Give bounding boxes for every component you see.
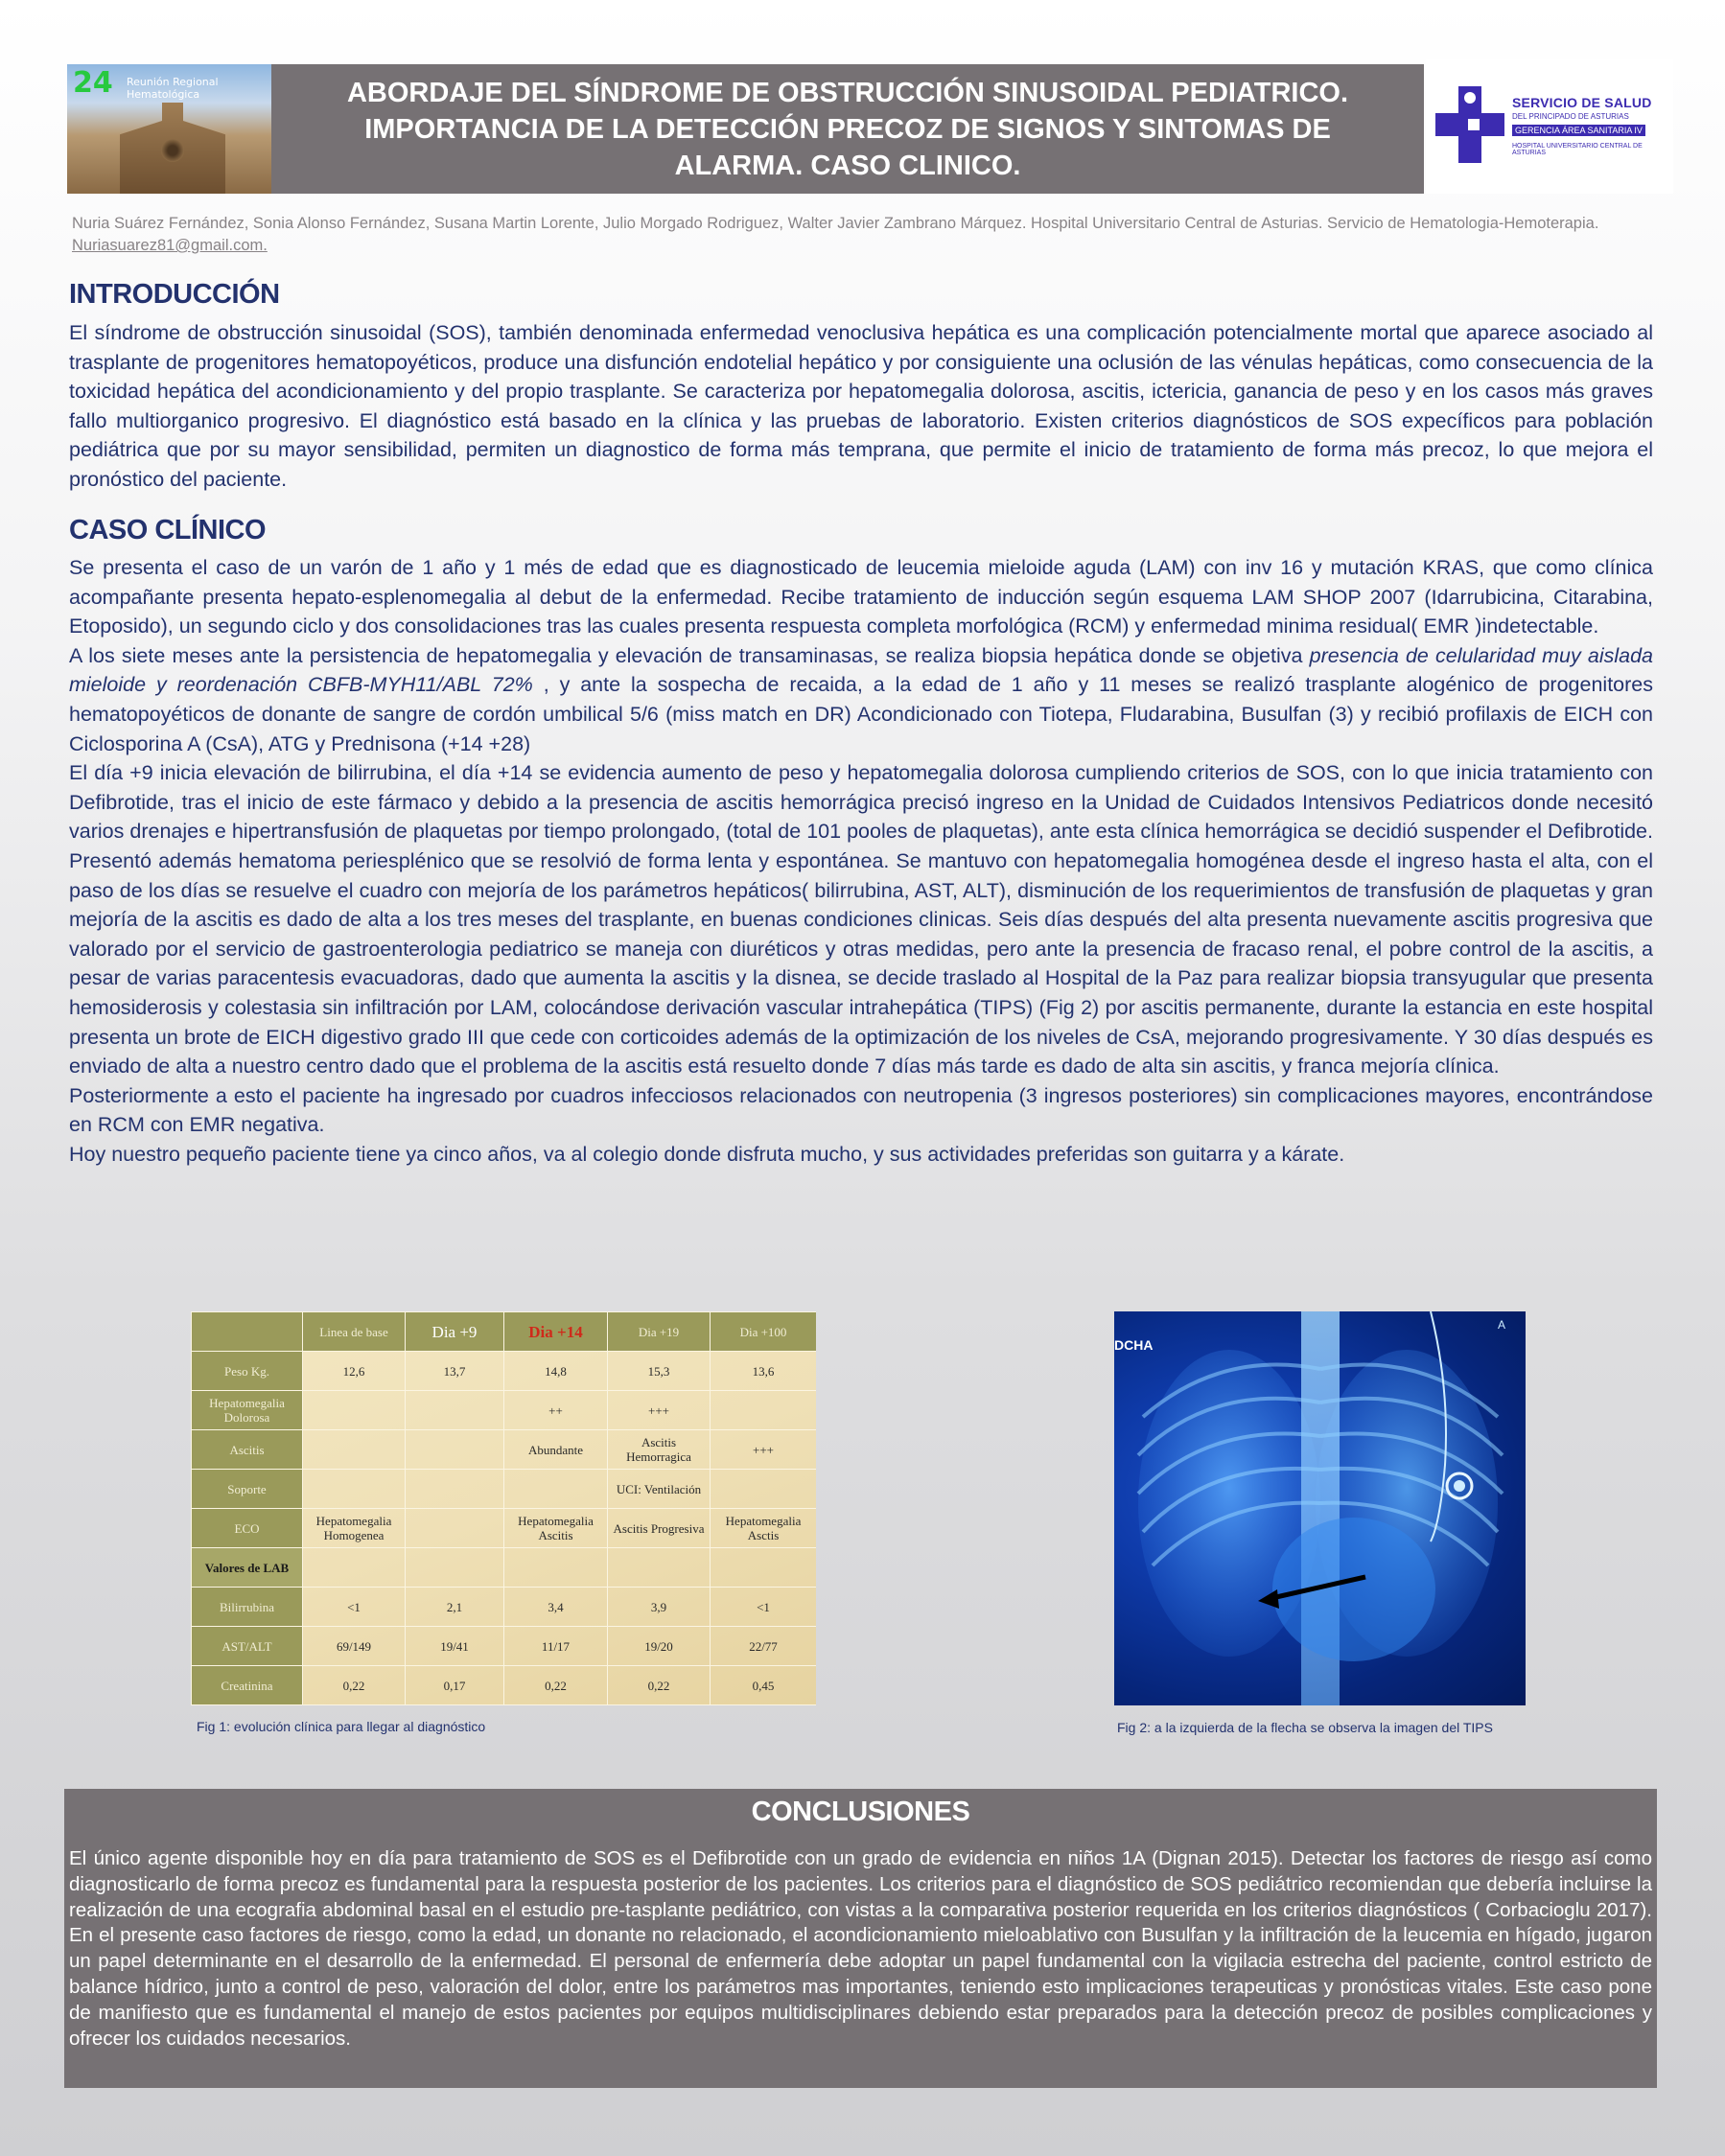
table-row-label: Hepatomegalia Dolorosa xyxy=(192,1391,303,1430)
table-cell xyxy=(608,1548,711,1588)
logo-line-1: SERVICIO DE SALUD xyxy=(1512,95,1652,110)
logo-line-3: GERENCIA ÁREA SANITARIA IV xyxy=(1512,125,1645,136)
case-paragraph-5: Hoy nuestro pequeño paciente tiene ya cinco años, va al colegio donde disfruta mucho, y sus actividades preferidas son guitarra y a kárate. xyxy=(69,1142,1345,1166)
table-row-label: AST/ALT xyxy=(192,1627,303,1666)
table-cell xyxy=(504,1470,608,1509)
authors-text: Nuria Suárez Fernández, Sonia Alonso Fernández, Susana Martin Lorente, Julio Morgado Rodriguez, Walter Javier Zambrano Márquez. Hospital Universitario Central de Asturias. Servicio de Hematologia-Hemoterapia. xyxy=(72,215,1599,232)
table-cell xyxy=(303,1391,406,1430)
table-cell: UCI: Ventilación xyxy=(608,1470,711,1509)
table-cell: 14,8 xyxy=(504,1352,608,1391)
table-header-cell: Dia +14 xyxy=(504,1312,608,1352)
table-cell: 11/17 xyxy=(504,1627,608,1666)
table-cell xyxy=(406,1548,504,1588)
table-cell: Hepatomegalia Homogenea xyxy=(303,1509,406,1548)
table-row-label: Peso Kg. xyxy=(192,1352,303,1391)
title-line-2: IMPORTANCIA DE LA DETECCIÓN PRECOZ DE SIGNOS Y SINTOMAS DE xyxy=(364,113,1331,145)
case-paragraph-4: Posteriormente a esto el paciente ha ingresado por cuadros infecciosos relacionados con neutropenia (3 ingresos posteriores) sin complicaciones mayores, encontrándose en RCM con EMR negativa. xyxy=(69,1083,1653,1137)
case-body xyxy=(69,553,1653,1169)
table-cell: 13,6 xyxy=(711,1352,817,1391)
clinical-evolution-table xyxy=(191,1311,816,1705)
health-service-logo xyxy=(1426,59,1673,194)
table-cell: 0,22 xyxy=(504,1666,608,1705)
table-header-row xyxy=(192,1312,817,1352)
table-header-cell: Dia +100 xyxy=(711,1312,817,1352)
table-header-cell: Dia +9 xyxy=(406,1312,504,1352)
table-header-cell: Dia +19 xyxy=(608,1312,711,1352)
conclusions-heading: CONCLUSIONES xyxy=(751,1797,970,1827)
table-row xyxy=(192,1548,817,1588)
intro-text: El síndrome de obstrucción sinusoidal (SOS), también denominada enfermedad venoclusiva hepática es una complicación potencialmente mortal que aparece asociado al trasplante de progenitores hematopoyéticos, produce una disfunción endotelial hepático y por consiguiente una oclusión de las vénulas hepáticas, como consecuencia de la toxicidad hepática del acondicionamiento y del propio trasplante. Se caracteriza por hepatomegalia dolorosa, ascitis, ictericia, ganancia de peso y en los casos más graves fallo multiorganico progresivo. El diagnóstico está basado en la clínica y las pruebas de laboratorio. Existen criterios diagnósticos de SOS expecíficos para población pediátrica que por su mayor sensibilidad, permiten un diagnostico de forma más temprana, que permite el inicio de tratamiento de forma más precoz, lo que mejora el pronóstico del paciente. xyxy=(69,321,1653,491)
rose-window xyxy=(161,139,184,162)
title-line-1: ABORDAJE DEL SÍNDROME DE OBSTRUCCIÓN SINUSOIDAL PEDIATRICO. xyxy=(346,77,1349,108)
health-service-text xyxy=(1512,95,1670,156)
table-cell: 12,6 xyxy=(303,1352,406,1391)
table-row-label: Soporte xyxy=(192,1470,303,1509)
chest-xray-image xyxy=(1114,1311,1526,1705)
table-cell xyxy=(303,1470,406,1509)
case-p2-start: A los siete meses ante la persistencia de hepatomegalia y elevación de transaminasas, se realiza biopsia hepática donde se objetiva xyxy=(69,643,1310,667)
table-cell: +++ xyxy=(711,1430,817,1470)
table-row xyxy=(192,1352,817,1391)
table-cell xyxy=(303,1430,406,1470)
case-heading: CASO CLÍNICO xyxy=(69,515,267,545)
table-row xyxy=(192,1391,817,1430)
table-cell: Ascitis Hemorragica xyxy=(608,1430,711,1470)
table-cell: +++ xyxy=(608,1391,711,1430)
table-cell: 0,45 xyxy=(711,1666,817,1705)
poster-title xyxy=(347,75,1348,184)
table-row xyxy=(192,1666,817,1705)
table-cell xyxy=(303,1548,406,1588)
intro-heading: INTRODUCCIÓN xyxy=(69,279,280,310)
title-banner xyxy=(271,64,1424,194)
table-cell: Abundante xyxy=(504,1430,608,1470)
table-cell xyxy=(406,1430,504,1470)
table-cell: 0,22 xyxy=(303,1666,406,1705)
table-cell: <1 xyxy=(303,1588,406,1627)
table-cell: 2,1 xyxy=(406,1588,504,1627)
figure-1-caption: Fig 1: evolución clínica para llegar al diagnóstico xyxy=(197,1719,486,1734)
table-row-label: Valores de LAB xyxy=(192,1548,303,1588)
table-row-label: Creatinina xyxy=(192,1666,303,1705)
table-cell xyxy=(504,1548,608,1588)
intro-paragraph xyxy=(69,318,1653,495)
congress-logo xyxy=(67,64,271,194)
table-cell: 3,4 xyxy=(504,1588,608,1627)
table-cell: 15,3 xyxy=(608,1352,711,1391)
table-row-label: Ascitis xyxy=(192,1430,303,1470)
table-cell xyxy=(711,1391,817,1430)
table-cell: 69/149 xyxy=(303,1627,406,1666)
congress-text: Reunión Regional Hematológica xyxy=(127,76,219,101)
svg-text:A: A xyxy=(1498,1318,1506,1332)
table-cell: 22/77 xyxy=(711,1627,817,1666)
conclusions-box xyxy=(64,1789,1657,2088)
table-row-label: Bilirrubina xyxy=(192,1588,303,1627)
table-cell xyxy=(406,1470,504,1509)
table-cell: 13,7 xyxy=(406,1352,504,1391)
authors-affiliation xyxy=(72,213,1654,257)
table-row xyxy=(192,1470,817,1509)
figure-2-caption: Fig 2: a la izquierda de la flecha se observa la imagen del TIPS xyxy=(1117,1720,1493,1735)
table-cell: ++ xyxy=(504,1391,608,1430)
table-cell: 19/41 xyxy=(406,1627,504,1666)
table-cell: Hepatomegalia Asctis xyxy=(711,1509,817,1548)
title-line-3: ALARMA. CASO CLINICO. xyxy=(674,150,1021,181)
conclusions-text: El único agente disponible hoy en día para tratamiento de SOS es el Defibrotide con un grado de evidencia en niños 1A (Dignan 2015). Detectar los factores de riesgo así como diagnosticarlo de forma precoz es fundamental para la respuesta posterior de los pacientes. Los criterios para el diagnóstico de SOS pediátrico recomiendan que debería incluirse la realización de una ecografia abdominal basal en el estudio pre-tasplante pediátrico, con vistas a la comparativa posterior requerida en los criterios diagnósticos ( Corbacioglu 2017). En el presente caso factores de riesgo, como la edad, un donante no relacionado, el acondicionamiento mieloablativo con Busulfan y la infiltración de la leucemia en hígado, jugaron un papel determinante en el desarrollo de la enfermedad. El personal de enfermería debe adoptar un papel fundamental con la vigilacia estrecha del paciente, control estricto de balance hídrico, junto a control de peso, valoración del dolor, entre los parámetros mas importantes, teniendo esto implicaciones terapeuticas y pronósticas vitales. Este caso pone de manifiesto que es fundamental el manejo de estos pacientes por equipos multidisciplinares debiendo estar preparados para la detección precoz de posibles complicaciones y ofrecer los cuidados necesarios. xyxy=(69,1847,1652,2050)
case-paragraph-1: Se presenta el caso de un varón de 1 año y 1 més de edad que es diagnosticado de leucemia mieloide aguda (LAM) con inv 16 y mutación KRAS, que como clínica acompañante presenta hepato-esplenomegalia al debut de la enfermedad. Recibe tratamiento de inducción según esquema LAM SHOP 2007 (Idarrubicina, Citarabina, Etoposido), un segundo ciclo y dos consolidaciones tras las cuales presenta respuesta completa morfológica (RCM) y enfermedad minima residual( EMR )indetectable. xyxy=(69,556,1653,638)
table-cell: 19/20 xyxy=(608,1627,711,1666)
logo-line-4: HOSPITAL UNIVERSITARIO CENTRAL DE ASTURIAS xyxy=(1512,143,1643,156)
case-p2-end: , y ante la sospecha de recaida, a la edad de 1 año y 11 meses se realizó trasplante alogénico de progenitores hematopoyéticos de donante de sangre de cordón umbilical 5/6 (miss match en DR) Acondicionado con Tiotepa, Fludarabina, Busulfan (3) y recibió profilaxis de EICH con Ciclosporina A (CsA), ATG y Prednisona (+14 +28) xyxy=(69,673,1653,755)
table-cell xyxy=(406,1509,504,1548)
table-cell xyxy=(711,1470,817,1509)
xray-drawing xyxy=(1114,1311,1526,1705)
table-cell: Ascitis Progresiva xyxy=(608,1509,711,1548)
case-paragraph-3: El día +9 inicia elevación de bilirrubina, el día +14 se evidencia aumento de peso y hepatomegalia dolorosa cumpliendo criterios de SOS, con lo que inicia tratamiento con Defibrotide, tras el inicio de este fármaco y debido a la presencia de ascitis hemorrágica precisó ingreso en la Unidad de Cuidados Intensivos Pediatricos donde necesitó varios drenajes e hipertransfusión de plaquetas por tiempo prolongado, (total de 101 pooles de plaquetas), ante esta clínica hemorrágica se decidió suspender el Defibrotide. Presentó además hematoma periesplénico que se resolvió de forma lenta y espontánea. Se mantuvo con hepatomegalia homogénea desde el ingreso hasta el alta, con el paso de los días se resuelve el cuadro con mejoría de los parámetros hepáticos( bilirrubina, AST, ALT), disminución de los requerimientos de transfusión de plaquetas y gran mejoría de la ascitis es dado de alta a los tres meses del trasplante, en buenas condiciones clinicas. Seis días después del alta presenta nuevamente ascitis progresiva que valorado por el servicio de gastroenterologia pediatrico se maneja con diuréticos y otras medidas, pero ante la presencia de fracaso renal, el pobre control de la ascitis, a pesar de varias paracentesis evacuadoras, dado que aumenta la ascitis y la disnea, se decide traslado al Hospital de la Paz para realizar biopsia transyugular que presenta hemosiderosis y colestasia sin infiltración por LAM, colocándose derivación vascular intrahepática (TIPS) (Fig 2) por ascitis permanente, durante la estancia en este hospital presenta un brote de EICH digestivo grado III que cede con corticoides además de la optimización de los niveles de CsA, mejorando progresivamente. Y 30 días después es enviado de alta a nuestro centro dado que el problema de la ascitis está resuelto donde 7 días más tarde es dado de alta sin ascitis, y franca mejoría clínica. xyxy=(69,761,1653,1078)
table-cell: 3,9 xyxy=(608,1588,711,1627)
table-cell xyxy=(711,1548,817,1588)
cross-icon xyxy=(1435,86,1504,163)
table-cell: 0,22 xyxy=(608,1666,711,1705)
table-row xyxy=(192,1627,817,1666)
table-cell: <1 xyxy=(711,1588,817,1627)
table-header-cell xyxy=(192,1312,303,1352)
table-header-cell: Linea de base xyxy=(303,1312,406,1352)
table-cell: Hepatomegalia Ascitis xyxy=(504,1509,608,1548)
xray-side-label: DCHA xyxy=(1114,1337,1154,1353)
table-row xyxy=(192,1430,817,1470)
congress-number: 24 xyxy=(73,66,113,100)
table-row xyxy=(192,1509,817,1548)
table-cell: 0,17 xyxy=(406,1666,504,1705)
table-row xyxy=(192,1588,817,1627)
case-paragraph-2 xyxy=(69,641,1653,758)
biopsy-finding: presencia de celularidad muy aislada mieloide y reordenación CBFB-MYH11/ABL 72% xyxy=(69,643,1654,697)
table-row-label: ECO xyxy=(192,1509,303,1548)
table-cell xyxy=(406,1391,504,1430)
logo-line-2: DEL PRINCIPADO DE ASTURIAS xyxy=(1512,112,1629,121)
author-email-link[interactable]: Nuriasuarez81@gmail.com. xyxy=(72,237,268,254)
